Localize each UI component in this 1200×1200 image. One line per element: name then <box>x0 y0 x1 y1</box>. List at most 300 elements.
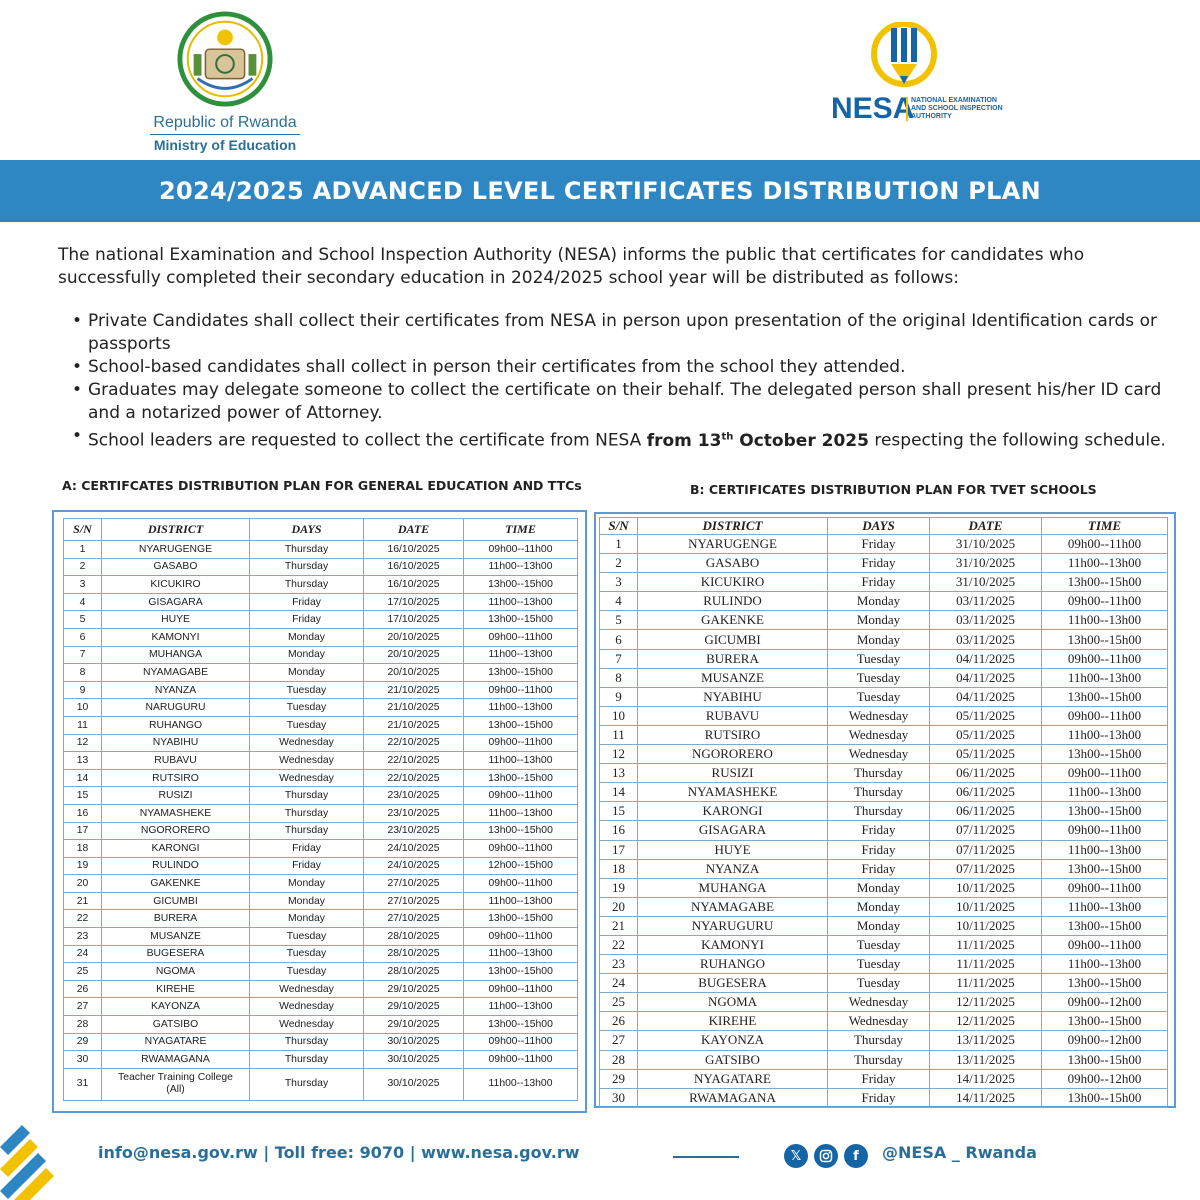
cell-time: 13h00--15h00 <box>1042 573 1168 592</box>
republic-label: Republic of Rwanda <box>153 114 297 131</box>
cell-time: 11h00--13h00 <box>1042 840 1168 859</box>
cell-date: 05/11/2025 <box>930 725 1042 744</box>
cell-time: 09h00--11h00 <box>464 875 578 893</box>
header-time: TIME <box>464 519 578 541</box>
cell-sn: 3 <box>600 573 638 592</box>
instagram-icon[interactable] <box>814 1144 838 1168</box>
cell-day: Monday <box>828 611 930 630</box>
cell-time: 13h00--15h00 <box>1042 687 1168 706</box>
table-row <box>600 535 1168 554</box>
cell-sn: 16 <box>64 804 102 822</box>
cell-district: NYARUGURU <box>638 916 828 935</box>
ministry-logo <box>150 10 300 153</box>
header-date: DATE <box>364 519 464 541</box>
cell-time: 13h00--15h00 <box>464 963 578 981</box>
table-row <box>600 859 1168 878</box>
cell-district: RULINDO <box>638 592 828 611</box>
cell-day: Wednesday <box>828 745 930 764</box>
cell-district: RUTSIRO <box>638 725 828 744</box>
cell-date: 11/11/2025 <box>930 974 1042 993</box>
cell-district: NYANZA <box>638 859 828 878</box>
cell-date: 30/10/2025 <box>364 1051 464 1069</box>
cell-district: KAYONZA <box>638 1031 828 1050</box>
cell-day: Tuesday <box>828 955 930 974</box>
table-row <box>600 630 1168 649</box>
cell-date: 24/10/2025 <box>364 857 464 875</box>
cell-district: RWAMAGANA <box>638 1088 828 1107</box>
cell-sn: 29 <box>64 1033 102 1051</box>
table-row <box>600 955 1168 974</box>
cell-day: Tuesday <box>250 699 364 717</box>
cell-district: HUYE <box>102 611 250 629</box>
cell-district: GISAGARA <box>102 593 250 611</box>
cell-time: 11h00--13h00 <box>464 945 578 963</box>
cell-sn: 28 <box>64 1016 102 1034</box>
cell-date: 13/11/2025 <box>930 1031 1042 1050</box>
table-row <box>64 857 578 875</box>
cell-time: 11h00--13h00 <box>464 1068 578 1100</box>
cell-sn: 6 <box>64 628 102 646</box>
cell-sn: 2 <box>64 558 102 576</box>
cell-day: Monday <box>828 592 930 611</box>
cell-time: 13h00--15h00 <box>464 716 578 734</box>
cell-sn: 17 <box>64 822 102 840</box>
cell-time: 09h00--12h00 <box>1042 993 1168 1012</box>
nesa-logo <box>826 22 1016 125</box>
cell-day: Monday <box>828 630 930 649</box>
table-row <box>64 541 578 559</box>
cell-time: 13h00--15h00 <box>464 611 578 629</box>
cell-sn: 4 <box>64 593 102 611</box>
rwanda-seal-icon <box>176 10 274 108</box>
cell-day: Monday <box>250 628 364 646</box>
table-row <box>600 745 1168 764</box>
cell-time: 12h00--15h00 <box>464 857 578 875</box>
cell-date: 14/11/2025 <box>930 1088 1042 1107</box>
cell-district: NYAGATARE <box>638 1069 828 1088</box>
cell-time: 13h00--15h00 <box>1042 802 1168 821</box>
cell-district: KICUKIRO <box>638 573 828 592</box>
nesa-wordmark: NESA <box>831 92 915 125</box>
cell-sn: 18 <box>600 859 638 878</box>
cell-sn: 10 <box>64 699 102 717</box>
table-row <box>600 1050 1168 1069</box>
cell-time: 09h00--11h00 <box>1042 649 1168 668</box>
cell-district: GATSIBO <box>102 1016 250 1034</box>
facebook-icon[interactable]: f <box>844 1144 868 1168</box>
cell-sn: 22 <box>600 935 638 954</box>
cell-date: 04/11/2025 <box>930 668 1042 687</box>
cell-sn: 1 <box>600 535 638 554</box>
cell-district: RUSIZI <box>638 764 828 783</box>
cell-sn: 9 <box>64 681 102 699</box>
cell-sn: 30 <box>64 1051 102 1069</box>
social-handle: @NESA _ Rwanda <box>882 1143 1037 1162</box>
cell-day: Monday <box>828 916 930 935</box>
cell-day: Thursday <box>828 783 930 802</box>
table-row <box>600 802 1168 821</box>
cell-sn: 4 <box>600 592 638 611</box>
cell-day: Friday <box>250 857 364 875</box>
cell-sn: 17 <box>600 840 638 859</box>
cell-district: NGORORERO <box>638 745 828 764</box>
cell-date: 20/10/2025 <box>364 628 464 646</box>
cell-sn: 23 <box>600 955 638 974</box>
cell-sn: 19 <box>600 878 638 897</box>
cell-day: Tuesday <box>828 649 930 668</box>
list-item: • Private Candidates shall collect their certificates from NESA in person upon presentation of the original Identification cards or passports <box>72 310 1182 356</box>
cell-district: BUGESERA <box>638 974 828 993</box>
cell-time: 09h00--11h00 <box>1042 764 1168 783</box>
cell-sn: 7 <box>64 646 102 664</box>
table-row <box>600 993 1168 1012</box>
table-row <box>64 822 578 840</box>
cell-sn: 20 <box>600 897 638 916</box>
table-row <box>64 963 578 981</box>
table-a-title: A: CERTIFCATES DISTRIBUTION PLAN FOR GENERAL EDUCATION AND TTCs <box>62 478 582 493</box>
cell-date: 11/11/2025 <box>930 935 1042 954</box>
table-row <box>600 783 1168 802</box>
cell-day: Tuesday <box>250 945 364 963</box>
table-row <box>64 1051 578 1069</box>
cell-sn: 11 <box>600 725 638 744</box>
cell-time: 13h00--15h00 <box>464 576 578 594</box>
cell-date: 30/10/2025 <box>364 1033 464 1051</box>
table-row <box>64 1016 578 1034</box>
table-row <box>64 716 578 734</box>
cell-sn: 5 <box>600 611 638 630</box>
cell-day: Friday <box>250 611 364 629</box>
cell-day: Thursday <box>828 764 930 783</box>
cell-sn: 20 <box>64 875 102 893</box>
cell-day: Friday <box>828 821 930 840</box>
table-row <box>64 892 578 910</box>
table-a <box>63 518 578 1101</box>
cell-district: KIREHE <box>638 1012 828 1031</box>
cell-time: 11h00--13h00 <box>464 558 578 576</box>
table-row <box>64 558 578 576</box>
cell-sn: 28 <box>600 1050 638 1069</box>
cell-date: 29/10/2025 <box>364 1016 464 1034</box>
table-row <box>64 875 578 893</box>
cell-day: Friday <box>828 573 930 592</box>
nesa-subtitle: NATIONAL EXAMINATION AND SCHOOL INSPECTION AUTHORITY <box>906 97 1016 121</box>
cell-district: NYAMAGABE <box>102 664 250 682</box>
table-header-row <box>64 519 578 541</box>
cell-district: KAMONYI <box>638 935 828 954</box>
contact-info: info@nesa.gov.rw | Toll free: 9070 | www.nesa.gov.rw <box>98 1143 580 1162</box>
cell-time: 13h00--15h00 <box>464 910 578 928</box>
table-row <box>600 916 1168 935</box>
table-row <box>64 593 578 611</box>
cell-time: 13h00--15h00 <box>1042 859 1168 878</box>
cell-sn: 10 <box>600 706 638 725</box>
list-item: • School leaders are requested to collect the certificate from NESA from 13th October 2025 respecting the following schedule. <box>72 425 1182 453</box>
cell-day: Thursday <box>250 1033 364 1051</box>
cell-sn: 23 <box>64 928 102 946</box>
cell-district: RUTSIRO <box>102 769 250 787</box>
cell-sn: 2 <box>600 554 638 573</box>
cell-date: 22/10/2025 <box>364 734 464 752</box>
cell-district: RUBAVU <box>638 706 828 725</box>
title-banner <box>0 160 1200 222</box>
cell-day: Wednesday <box>828 993 930 1012</box>
cell-day: Friday <box>828 840 930 859</box>
header-days: DAYS <box>250 519 364 541</box>
header-days: DAYS <box>828 518 930 535</box>
table-row <box>64 910 578 928</box>
cell-day: Thursday <box>250 1051 364 1069</box>
table-row <box>64 752 578 770</box>
intro-paragraph: The national Examination and School Inspection Authority (NESA) informs the public that certificates for candidates who successfully completed their secondary education in 2024/2025 school year will be distributed as follows: <box>58 245 1085 288</box>
cell-day: Friday <box>828 535 930 554</box>
cell-time: 11h00--13h00 <box>464 593 578 611</box>
table-row <box>64 699 578 717</box>
cell-day: Thursday <box>250 558 364 576</box>
cell-date: 31/10/2025 <box>930 573 1042 592</box>
cell-sn: 21 <box>600 916 638 935</box>
cell-district: NYAMAGABE <box>638 897 828 916</box>
cell-date: 16/10/2025 <box>364 576 464 594</box>
cell-sn: 26 <box>64 980 102 998</box>
table-row <box>600 878 1168 897</box>
table-row <box>600 897 1168 916</box>
cell-day: Tuesday <box>250 681 364 699</box>
cell-sn: 5 <box>64 611 102 629</box>
cell-day: Tuesday <box>828 974 930 993</box>
instructions-list <box>72 310 1182 453</box>
cell-date: 07/11/2025 <box>930 840 1042 859</box>
x-icon[interactable]: 𝕏 <box>784 1144 808 1168</box>
table-row <box>600 974 1168 993</box>
table-row <box>64 646 578 664</box>
cell-day: Thursday <box>250 1068 364 1100</box>
cell-date: 06/11/2025 <box>930 764 1042 783</box>
cell-time: 13h00--15h00 <box>1042 1050 1168 1069</box>
cell-district: NYAMASHEKE <box>638 783 828 802</box>
cell-day: Wednesday <box>250 734 364 752</box>
cell-sn: 14 <box>64 769 102 787</box>
cell-time: 09h00--11h00 <box>464 1051 578 1069</box>
cell-district: RUHANGO <box>638 955 828 974</box>
cell-district: MUSANZE <box>638 668 828 687</box>
cell-sn: 12 <box>64 734 102 752</box>
cell-district: NYARUGENGE <box>638 535 828 554</box>
cell-date: 12/11/2025 <box>930 1012 1042 1031</box>
cell-district: KARONGI <box>638 802 828 821</box>
table-row <box>64 998 578 1016</box>
cell-date: 27/10/2025 <box>364 892 464 910</box>
table-row <box>600 611 1168 630</box>
cell-time: 11h00--13h00 <box>1042 554 1168 573</box>
table-row <box>600 764 1168 783</box>
cell-date: 23/10/2025 <box>364 822 464 840</box>
cell-date: 30/10/2025 <box>364 1068 464 1100</box>
cell-date: 23/10/2025 <box>364 787 464 805</box>
cell-time: 11h00--13h00 <box>464 804 578 822</box>
cell-time: 09h00--11h00 <box>1042 535 1168 554</box>
header-time: TIME <box>1042 518 1168 535</box>
cell-day: Tuesday <box>250 963 364 981</box>
cell-day: Thursday <box>250 787 364 805</box>
table-row <box>600 592 1168 611</box>
table-row <box>600 687 1168 706</box>
cell-date: 07/11/2025 <box>930 859 1042 878</box>
cell-date: 21/10/2025 <box>364 699 464 717</box>
cell-sn: 26 <box>600 1012 638 1031</box>
cell-date: 05/11/2025 <box>930 745 1042 764</box>
table-row <box>64 681 578 699</box>
cell-day: Thursday <box>828 802 930 821</box>
cell-time: 13h00--15h00 <box>1042 1088 1168 1107</box>
cell-time: 09h00--11h00 <box>1042 592 1168 611</box>
cell-district: RUSIZI <box>102 787 250 805</box>
table-row <box>600 821 1168 840</box>
cell-date: 28/10/2025 <box>364 963 464 981</box>
cell-district: MUSANZE <box>102 928 250 946</box>
cell-day: Friday <box>828 859 930 878</box>
cell-day: Monday <box>250 910 364 928</box>
cell-sn: 27 <box>64 998 102 1016</box>
cell-date: 05/11/2025 <box>930 706 1042 725</box>
cell-time: 11h00--13h00 <box>464 998 578 1016</box>
cell-time: 09h00--11h00 <box>464 734 578 752</box>
table-b <box>599 517 1168 1108</box>
cell-sn: 31 <box>64 1068 102 1100</box>
cell-date: 04/11/2025 <box>930 649 1042 668</box>
cell-day: Thursday <box>828 1050 930 1069</box>
cell-date: 28/10/2025 <box>364 928 464 946</box>
cell-district: GICUMBI <box>638 630 828 649</box>
cell-time: 13h00--15h00 <box>464 1016 578 1034</box>
cell-date: 03/11/2025 <box>930 611 1042 630</box>
cell-time: 13h00--15h00 <box>464 822 578 840</box>
cell-date: 27/10/2025 <box>364 875 464 893</box>
table-row <box>64 980 578 998</box>
cell-sn: 24 <box>600 974 638 993</box>
list-item: • School-based candidates shall collect in person their certificates from the school they attended. <box>72 356 1182 379</box>
cell-time: 09h00--11h00 <box>1042 935 1168 954</box>
cell-date: 12/11/2025 <box>930 993 1042 1012</box>
cell-day: Wednesday <box>250 1016 364 1034</box>
cell-date: 20/10/2025 <box>364 646 464 664</box>
cell-sn: 15 <box>600 802 638 821</box>
cell-day: Wednesday <box>828 725 930 744</box>
cell-date: 16/10/2025 <box>364 541 464 559</box>
cell-day: Friday <box>828 554 930 573</box>
header-district: DISTRICT <box>638 518 828 535</box>
cell-district: NGOMA <box>638 993 828 1012</box>
cell-date: 07/11/2025 <box>930 821 1042 840</box>
table-row <box>64 769 578 787</box>
cell-district: NYARUGENGE <box>102 541 250 559</box>
cell-date: 27/10/2025 <box>364 910 464 928</box>
cell-time: 13h00--15h00 <box>1042 745 1168 764</box>
cell-time: 11h00--13h00 <box>1042 725 1168 744</box>
cell-sn: 18 <box>64 840 102 858</box>
cell-time: 09h00--11h00 <box>464 980 578 998</box>
table-row <box>64 628 578 646</box>
table-row <box>600 840 1168 859</box>
footer-divider <box>673 1156 739 1158</box>
table-row <box>64 787 578 805</box>
table-row <box>600 554 1168 573</box>
cell-time: 11h00--13h00 <box>464 752 578 770</box>
cell-date: 31/10/2025 <box>930 535 1042 554</box>
table-row <box>600 649 1168 668</box>
cell-time: 13h00--15h00 <box>1042 1012 1168 1031</box>
cell-district: NYANZA <box>102 681 250 699</box>
cell-time: 13h00--15h00 <box>464 664 578 682</box>
table-row <box>600 1031 1168 1050</box>
header-sn: S/N <box>64 519 102 541</box>
cell-time: 11h00--13h00 <box>1042 783 1168 802</box>
cell-time: 11h00--13h00 <box>464 699 578 717</box>
table-row <box>64 840 578 858</box>
cell-day: Tuesday <box>828 687 930 706</box>
cell-day: Tuesday <box>828 668 930 687</box>
cell-date: 14/11/2025 <box>930 1069 1042 1088</box>
cell-date: 17/10/2025 <box>364 593 464 611</box>
cell-district: RUHANGO <box>102 716 250 734</box>
cell-sn: 6 <box>600 630 638 649</box>
cell-district: KAYONZA <box>102 998 250 1016</box>
cell-district: GAKENKE <box>638 611 828 630</box>
cell-sn: 27 <box>600 1031 638 1050</box>
cell-day: Thursday <box>250 576 364 594</box>
cell-time: 09h00--11h00 <box>464 541 578 559</box>
cell-time: 11h00--13h00 <box>1042 668 1168 687</box>
cell-district: GASABO <box>102 558 250 576</box>
cell-district: GAKENKE <box>102 875 250 893</box>
table-row <box>64 945 578 963</box>
cell-time: 11h00--13h00 <box>1042 897 1168 916</box>
cell-district: NYABIHU <box>102 734 250 752</box>
cell-time: 09h00--12h00 <box>1042 1031 1168 1050</box>
cell-district: BURERA <box>102 910 250 928</box>
cell-day: Monday <box>250 892 364 910</box>
cell-sn: 13 <box>600 764 638 783</box>
cell-district: GICUMBI <box>102 892 250 910</box>
cell-date: 04/11/2025 <box>930 687 1042 706</box>
cell-district: RWAMAGANA <box>102 1051 250 1069</box>
cell-day: Friday <box>828 1088 930 1107</box>
cell-time: 11h00--13h00 <box>1042 955 1168 974</box>
cell-district: Teacher Training College (All) <box>102 1068 250 1100</box>
cell-date: 11/11/2025 <box>930 955 1042 974</box>
cell-time: 09h00--11h00 <box>1042 878 1168 897</box>
cell-time: 09h00--11h00 <box>464 628 578 646</box>
cell-day: Monday <box>250 646 364 664</box>
cell-district: NYAGATARE <box>102 1033 250 1051</box>
table-row <box>64 664 578 682</box>
cell-district: BUGESERA <box>102 945 250 963</box>
cell-time: 09h00--11h00 <box>464 840 578 858</box>
cell-date: 06/11/2025 <box>930 802 1042 821</box>
cell-day: Wednesday <box>828 706 930 725</box>
cell-district: RULINDO <box>102 857 250 875</box>
cell-district: NARUGURU <box>102 699 250 717</box>
cell-day: Tuesday <box>250 716 364 734</box>
cell-sn: 30 <box>600 1088 638 1107</box>
cell-district: KIREHE <box>102 980 250 998</box>
cell-date: 31/10/2025 <box>930 554 1042 573</box>
cell-day: Wednesday <box>250 752 364 770</box>
cell-day: Monday <box>250 875 364 893</box>
cell-day: Wednesday <box>828 1012 930 1031</box>
cell-date: 17/10/2025 <box>364 611 464 629</box>
ministry-label: Ministry of Education <box>150 134 300 153</box>
